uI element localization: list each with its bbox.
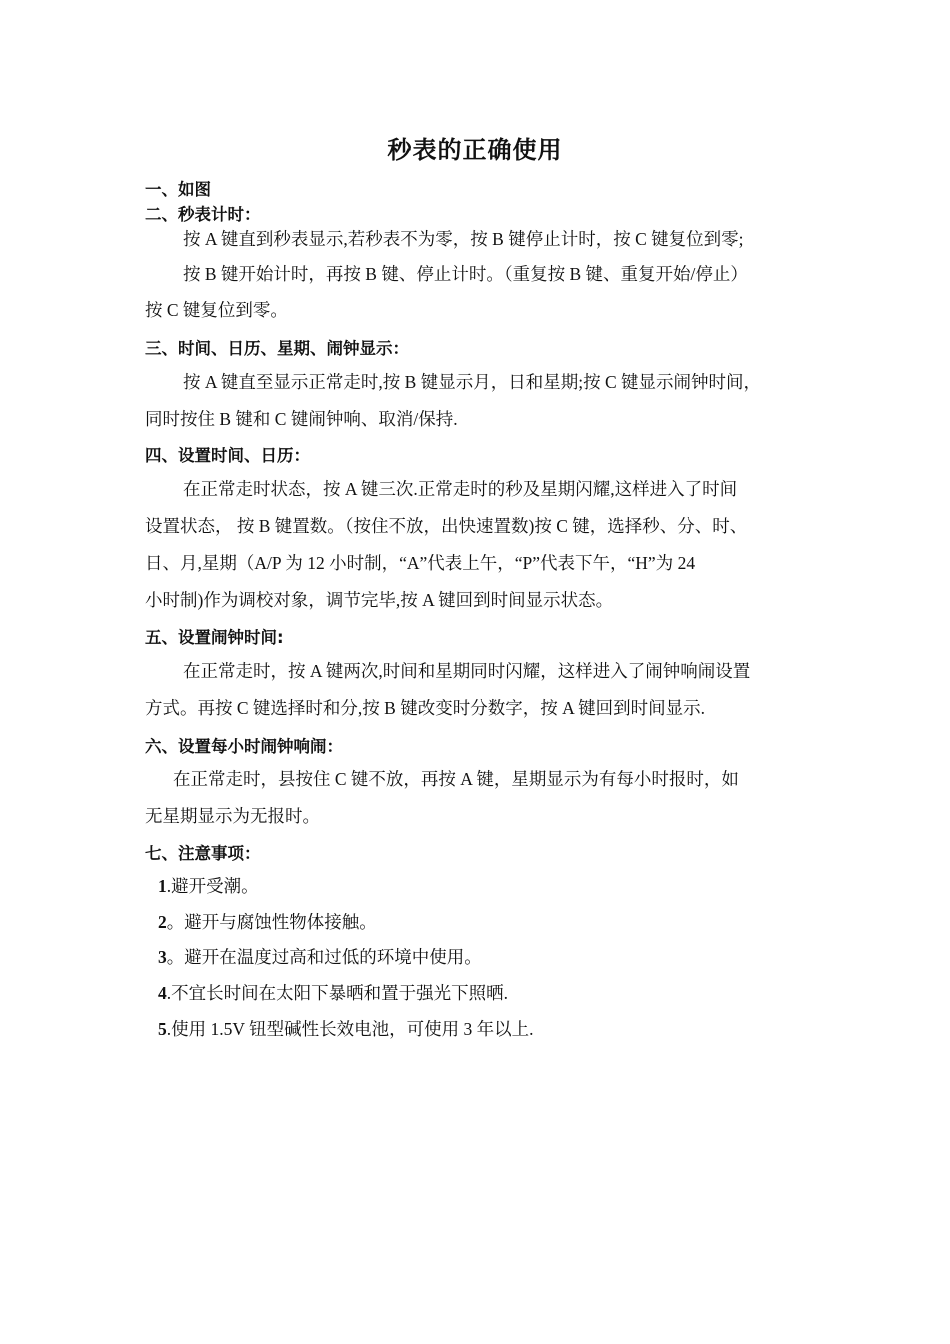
list-item [158, 909, 377, 934]
section-heading-4: 四、设置时间、日历： [145, 446, 310, 465]
list-item-number: 3 [158, 947, 167, 967]
list-item [158, 944, 482, 969]
section-heading-3: 三、时间、日历、星期、闹钟显示： [145, 339, 409, 358]
list-item-text: .避开受潮。 [166, 876, 259, 896]
list-item [158, 980, 508, 1005]
paragraph-line: 按 A 键直至显示正常走时,按 B 键显示月，日和星期;按 C 键显示闹钟时间， [183, 372, 762, 392]
list-item-number: 4 [158, 983, 167, 1003]
paragraph-line: 在正常走时，县按住 C 键不放，再按 A 键，星期显示为有每小时报时，如 [173, 769, 739, 789]
paragraph-line: 同时按住 B 键和 C 键闹钟响、取消/保持. [145, 409, 458, 429]
list-item-text: .不宜长时间在太阳下暴晒和置于强光下照晒. [166, 983, 508, 1003]
list-item-number: 2 [158, 912, 167, 932]
section-heading-1: 一、如图 [145, 180, 211, 199]
list-item-number: 1 [158, 876, 167, 896]
list-item [158, 873, 259, 898]
section-heading-6: 六、设置每小时闹钟响闹： [145, 737, 343, 756]
paragraph-line: 按 A 键直到秒表显示,若秒表不为零，按 B 键停止计时，按 C 键复位到零; [183, 229, 744, 249]
paragraph-line: 方式。再按 C 键选择时和分,按 B 键改变时分数字，按 A 键回到时间显示. [145, 698, 706, 718]
paragraph-line: 在正常走时状态，按 A 键三次.正常走时的秒及星期闪耀,这样进入了时间 [183, 479, 738, 499]
list-item-number: 5 [158, 1019, 167, 1039]
paragraph-line: 按 C 键复位到零。 [145, 300, 288, 320]
list-item-text: 。避开在温度过高和过低的环境中使用。 [166, 947, 482, 967]
section-heading-7: 七、注意事项： [145, 844, 261, 863]
list-item-text: 。避开与腐蚀性物体接触。 [166, 912, 377, 932]
paragraph-line: 在正常走时，按 A 键两次,时间和星期同时闪耀，这样进入了闹钟响闹设置 [183, 661, 751, 681]
paragraph-line: 日、月,星期（A/P 为 12 小时制，“A”代表上午，“P”代表下午，“H”为 24 [145, 553, 696, 573]
paragraph-line: 无星期显示为无报时。 [145, 806, 320, 826]
section-heading-5: 五、设置闹钟时间: [145, 628, 284, 647]
page-title: 秒表的正确使用 [387, 136, 563, 164]
paragraph-line: 小时制)作为调校对象，调节完毕,按 A 键回到时间显示状态。 [145, 590, 614, 610]
list-item-text: .使用 1.5V 钮型碱性长效电池，可使用 3 年以上. [166, 1019, 534, 1039]
list-item [158, 1016, 533, 1041]
section-heading-2: 二、秒表计时： [145, 205, 261, 224]
paragraph-line: 设置状态， 按 B 键置数。（按住不放，出快速置数)按 C 键，选择秒、分、时、 [145, 516, 748, 536]
paragraph-line: 按 B 键开始计时，再按 B 键、停止计时。（重复按 B 键、重复开始/停止） [183, 264, 748, 284]
